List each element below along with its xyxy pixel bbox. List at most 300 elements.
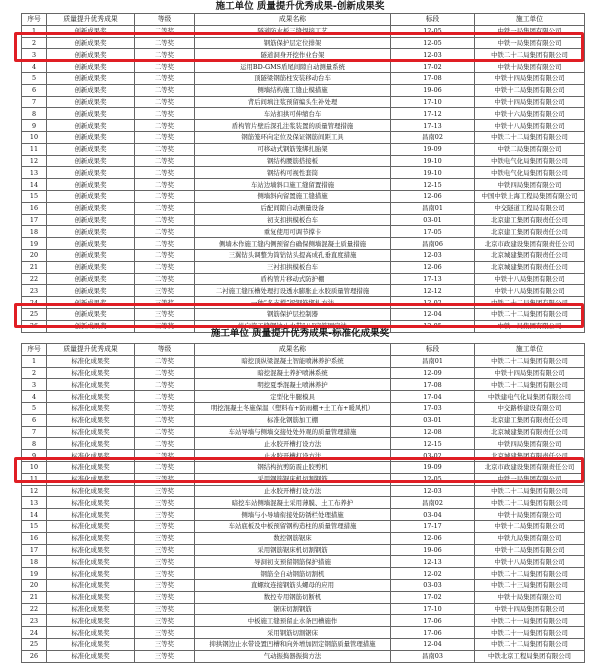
table-row [22, 638, 585, 650]
cell-col-award-type: 创新成果奖 [47, 226, 135, 238]
cell-col-section: 12-15 [391, 438, 475, 450]
cell-col-grade: 三等奖 [135, 556, 195, 568]
cell-col-index: 13 [22, 497, 47, 509]
cell-col-award-type: 创新成果奖 [47, 84, 135, 96]
table-row [22, 190, 585, 202]
table-row [22, 579, 585, 591]
cell-col-award-type: 创新成果奖 [47, 261, 135, 273]
cell-col-result-name: 后配间隙自动测量设备 [195, 202, 391, 214]
cell-col-result-name: 钢筋笼环向定位及保证钢筋间距工具 [195, 131, 391, 143]
header-col-award-type: 质量提升优秀成果 [47, 14, 135, 26]
cell-col-contractor: 北京市政建设集团有限责任公司 [475, 238, 585, 250]
cell-col-index: 10 [22, 461, 47, 473]
cell-col-result-name: 直螺纹连接钢筋头螺母的应用 [195, 579, 391, 591]
cell-col-grade: 二等奖 [135, 355, 195, 367]
cell-col-award-type: 标准化成果奖 [47, 438, 135, 450]
table-row [22, 108, 585, 120]
cell-col-contractor: 中铁十二局集团有限公司 [475, 544, 585, 556]
table-row [22, 532, 585, 544]
cell-col-contractor: 北京城建集团有限责任公司 [475, 426, 585, 438]
cell-col-award-type: 创新成果奖 [47, 72, 135, 84]
table-header [22, 14, 585, 26]
cell-col-grade: 二等奖 [135, 238, 195, 250]
table-row [22, 297, 585, 309]
cell-col-section: 12-04 [391, 638, 475, 650]
cell-col-section: 03-01 [391, 414, 475, 426]
cell-col-contractor: 中铁北京工程局集团有限公司 [475, 650, 585, 662]
cell-col-award-type: 标准化成果奖 [47, 426, 135, 438]
cell-col-index: 22 [22, 273, 47, 285]
cell-col-section: 12-04 [391, 308, 475, 320]
cell-col-grade: 二等奖 [135, 226, 195, 238]
cell-col-contractor: 中铁四局集团有限公司 [475, 438, 585, 450]
cell-col-award-type: 创新成果奖 [47, 190, 135, 202]
cell-col-section: 03-02 [391, 450, 475, 462]
cell-col-index: 16 [22, 532, 47, 544]
cell-col-index: 15 [22, 190, 47, 202]
cell-col-award-type: 创新成果奖 [47, 249, 135, 261]
cell-col-award-type: 标准化成果奖 [47, 520, 135, 532]
cell-col-index: 19 [22, 238, 47, 250]
cell-col-grade: 三等奖 [135, 638, 195, 650]
cell-col-index: 25 [22, 308, 47, 320]
cell-col-award-type: 标准化成果奖 [47, 379, 135, 391]
cell-col-result-name: 车站底板及中板预留钢构造柱的质量管理措施 [195, 520, 391, 532]
cell-col-award-type: 标准化成果奖 [47, 556, 135, 568]
table-row [22, 120, 585, 132]
cell-col-result-name: 标准化钢筋加工棚 [195, 414, 391, 426]
cell-col-index: 16 [22, 202, 47, 214]
cell-col-contractor: 中铁十八局集团有限公司 [475, 273, 585, 285]
cell-col-section: 17-06 [391, 627, 475, 639]
header-col-index: 序号 [22, 14, 47, 26]
cell-col-section: 12-15 [391, 179, 475, 191]
table-row [22, 96, 585, 108]
cell-col-index: 12 [22, 155, 47, 167]
cell-col-section: 12-05 [391, 320, 475, 332]
cell-col-section: 12-05 [391, 25, 475, 37]
cell-col-contractor: 北京建工集团有限责任公司 [475, 226, 585, 238]
cell-col-section: 19-10 [391, 167, 475, 179]
cell-col-grade: 三等奖 [135, 650, 195, 662]
cell-col-grade: 二等奖 [135, 202, 195, 214]
cell-col-section: 昌南01 [391, 202, 475, 214]
cell-col-award-type: 标准化成果奖 [47, 603, 135, 615]
header-col-section: 标段 [391, 14, 475, 26]
cell-col-grade: 三等奖 [135, 473, 195, 485]
cell-col-grade: 二等奖 [135, 261, 195, 273]
cell-col-index: 3 [22, 379, 47, 391]
cell-col-contractor: 中铁十八局集团有限公司 [475, 120, 585, 132]
cell-col-award-type: 创新成果奖 [47, 202, 135, 214]
table-row [22, 497, 585, 509]
cell-col-result-name: 隧道洞身开挖作业台架 [195, 49, 391, 61]
cell-col-section: 17-05 [391, 226, 475, 238]
cell-col-index: 17 [22, 544, 47, 556]
cell-col-award-type: 标准化成果奖 [47, 414, 135, 426]
cell-col-result-name: 运用BD-GMS盾尾间隙自动测量系统 [195, 61, 391, 73]
cell-col-result-name: 数控钢筋锯床 [195, 532, 391, 544]
cell-col-section: 昌南06 [391, 238, 475, 250]
cell-col-section: 17-03 [391, 402, 475, 414]
table-row [22, 426, 585, 438]
cell-col-result-name: 盾构管片移动式防护棚 [195, 273, 391, 285]
cell-col-result-name: 可移动式钢筋笼绑扎胎架 [195, 143, 391, 155]
cell-col-section: 17-04 [391, 391, 475, 403]
cell-col-section: 昌南02 [391, 131, 475, 143]
cell-col-result-name: 采用钢筋锯床机切割钢筋 [195, 544, 391, 556]
cell-col-index: 1 [22, 25, 47, 37]
cell-col-contractor: 中铁电气化局集团有限公司 [475, 167, 585, 179]
table-row [22, 131, 585, 143]
cell-col-grade: 二等奖 [135, 414, 195, 426]
cell-col-award-type: 创新成果奖 [47, 214, 135, 226]
table-row [22, 261, 585, 273]
header-col-award-type: 质量提升优秀成果 [47, 344, 135, 356]
cell-col-index: 20 [22, 249, 47, 261]
table-row [22, 226, 585, 238]
cell-col-award-type: 创新成果奖 [47, 297, 135, 309]
cell-col-award-type: 标准化成果奖 [47, 485, 135, 497]
cell-col-award-type: 标准化成果奖 [47, 532, 135, 544]
cell-col-section: 19-09 [391, 461, 475, 473]
cell-col-index: 4 [22, 391, 47, 403]
cell-col-section: 03-03 [391, 579, 475, 591]
cell-col-contractor: 中铁二十一局集团有限公司 [475, 627, 585, 639]
cell-col-index: 1 [22, 355, 47, 367]
cell-col-result-name: 车站导墙与侧墙交接处处外观的质量管理措施 [195, 426, 391, 438]
cell-col-result-name: 暗挖顶纵梁混凝土智能喷淋养护系统 [195, 355, 391, 367]
cell-col-result-name: 三衬扣拱模板台车 [195, 261, 391, 273]
cell-col-award-type: 创新成果奖 [47, 167, 135, 179]
cell-col-grade: 三等奖 [135, 591, 195, 603]
table-row [22, 273, 585, 285]
cell-col-contractor: 中铁二十二局集团有限公司 [475, 638, 585, 650]
cell-col-award-type: 标准化成果奖 [47, 367, 135, 379]
header-col-contractor: 施工单位 [475, 14, 585, 26]
table-row [22, 509, 585, 521]
cell-col-section: 昌南01 [391, 355, 475, 367]
cell-col-award-type: 创新成果奖 [47, 273, 135, 285]
cell-col-section: 19-06 [391, 544, 475, 556]
header-col-result-name: 成果名称 [195, 14, 391, 26]
cell-col-contractor: 中铁十八局集团有限公司 [475, 285, 585, 297]
cell-col-contractor: 中铁十四局集团有限公司 [475, 72, 585, 84]
cell-col-grade: 三等奖 [135, 603, 195, 615]
table-row [22, 285, 585, 297]
table-row [22, 84, 585, 96]
cell-col-section: 12-03 [391, 249, 475, 261]
cell-col-result-name: 气动振捣器振捣方法 [195, 650, 391, 662]
cell-col-contractor: 中铁十四局集团有限公司 [475, 367, 585, 379]
table-row [22, 568, 585, 580]
cell-col-index: 14 [22, 509, 47, 521]
cell-col-award-type: 创新成果奖 [47, 131, 135, 143]
cell-col-result-name: 采用钢筋锯床机切割钢筋 [195, 473, 391, 485]
cell-col-grade: 三等奖 [135, 485, 195, 497]
table-row [22, 650, 585, 662]
cell-col-index: 24 [22, 297, 47, 309]
cell-col-contractor: 北京城建集团有限责任公司 [475, 450, 585, 462]
cell-col-award-type: 创新成果奖 [47, 61, 135, 73]
cell-col-contractor: 中铁十二局集团有限公司 [475, 84, 585, 96]
cell-col-result-name: 纵向施工缝钢边止水带“八”字筋固定法 [195, 320, 391, 332]
cell-col-section: 12-02 [391, 568, 475, 580]
cell-col-contractor: 中铁一局集团有限公司 [475, 473, 585, 485]
table-row [22, 591, 585, 603]
cell-col-result-name: 三翼钻头调整为筒钻钻头提高成孔垂直度措施 [195, 249, 391, 261]
cell-col-result-name: 明挖夏季混凝土喷淋养护 [195, 379, 391, 391]
cell-col-grade: 三等奖 [135, 544, 195, 556]
cell-col-award-type: 标准化成果奖 [47, 591, 135, 603]
cell-col-grade: 二等奖 [135, 273, 195, 285]
cell-col-contractor: 中铁十局集团有限公司 [475, 509, 585, 521]
cell-col-award-type: 标准化成果奖 [47, 391, 135, 403]
cell-col-index: 9 [22, 120, 47, 132]
cell-col-grade: 二等奖 [135, 190, 195, 202]
cell-col-award-type: 标准化成果奖 [47, 544, 135, 556]
cell-col-section: 17-12 [391, 108, 475, 120]
cell-col-index: 11 [22, 473, 47, 485]
cell-col-award-type: 标准化成果奖 [47, 355, 135, 367]
cell-col-award-type: 标准化成果奖 [47, 402, 135, 414]
cell-col-section: 17-08 [391, 72, 475, 84]
cell-col-contractor: 中铁九局集团有限公司 [475, 532, 585, 544]
cell-col-section: 19-09 [391, 143, 475, 155]
cell-col-index: 2 [22, 37, 47, 49]
cell-col-contractor: 中铁二十二局集团有限公司 [475, 497, 585, 509]
cell-col-award-type: 标准化成果奖 [47, 627, 135, 639]
cell-col-section: 昌南02 [391, 497, 475, 509]
cell-col-result-name: 抑拱钢边止水带设置凹槽和向外增加固定钢筋质量管理措施 [195, 638, 391, 650]
cell-col-section: 昌南03 [391, 650, 475, 662]
cell-col-section: 17-13 [391, 273, 475, 285]
cell-col-result-name: 车站边墙斜口施工缝留置措施 [195, 179, 391, 191]
cell-col-contractor: 中铁一局集团有限公司 [475, 37, 585, 49]
cell-col-grade: 二等奖 [135, 249, 195, 261]
cell-col-grade: 二等奖 [135, 391, 195, 403]
cell-col-result-name: 二衬施工缝压槽处理打设透水膨胀止水胶质量管理措施 [195, 285, 391, 297]
cell-col-grade: 二等奖 [135, 37, 195, 49]
cell-col-section: 12-05 [391, 37, 475, 49]
cell-col-award-type: 标准化成果奖 [47, 450, 135, 462]
table-row [22, 520, 585, 532]
cell-col-index: 7 [22, 426, 47, 438]
table-row [22, 143, 585, 155]
cell-col-result-name: 暗挖混凝土养护喷淋系统 [195, 367, 391, 379]
cell-col-contractor: 中铁十四局集团有限公司 [475, 603, 585, 615]
cell-col-grade: 三等奖 [135, 568, 195, 580]
section1-title: 施工单位 质量提升优秀成果-创新成果奖 [215, 1, 385, 12]
cell-col-result-name: 数控专用钢筋切断机 [195, 591, 391, 603]
cell-col-award-type: 标准化成果奖 [47, 650, 135, 662]
cell-col-index: 26 [22, 650, 47, 662]
cell-col-index: 21 [22, 261, 47, 273]
cell-col-award-type: 创新成果奖 [47, 143, 135, 155]
cell-col-result-name: 车站扣拱可伸缩台车 [195, 108, 391, 120]
table-row [22, 249, 585, 261]
cell-col-contractor: 北京市政建设集团有限责任公司 [475, 461, 585, 473]
header-col-contractor: 施工单位 [475, 344, 585, 356]
cell-col-contractor: 中铁一局集团有限公司 [475, 25, 585, 37]
cell-col-grade: 三等奖 [135, 497, 195, 509]
cell-col-index: 6 [22, 84, 47, 96]
cell-col-grade: 三等奖 [135, 627, 195, 639]
cell-col-index: 8 [22, 108, 47, 120]
cell-col-contractor: 中铁十局集团有限公司 [475, 61, 585, 73]
cell-col-section: 12-06 [391, 261, 475, 273]
cell-col-section: 03-04 [391, 509, 475, 521]
cell-col-contractor: 北京建工集团有限责任公司 [475, 214, 585, 226]
table-row [22, 473, 585, 485]
table-row [22, 202, 585, 214]
cell-col-grade: 二等奖 [135, 131, 195, 143]
cell-col-result-name: 顶隧梁钢筋柱安装移动台车 [195, 72, 391, 84]
cell-col-index: 5 [22, 402, 47, 414]
table-row [22, 49, 585, 61]
cell-col-result-name: 导洞初支预留钢筋保护措施 [195, 556, 391, 568]
table-row [22, 308, 585, 320]
cell-col-award-type: 创新成果奖 [47, 179, 135, 191]
cell-col-index: 23 [22, 285, 47, 297]
cell-col-index: 13 [22, 167, 47, 179]
standardization-award-table [21, 343, 585, 663]
cell-col-index: 8 [22, 438, 47, 450]
cell-col-index: 10 [22, 131, 47, 143]
cell-col-result-name: 盾构管片壁后深孔注浆装置的质量管理措施 [195, 120, 391, 132]
cell-col-index: 24 [22, 627, 47, 639]
cell-col-grade: 三等奖 [135, 615, 195, 627]
cell-col-section: 19-10 [391, 155, 475, 167]
cell-col-grade: 三等奖 [135, 509, 195, 521]
cell-col-award-type: 标准化成果奖 [47, 638, 135, 650]
cell-col-result-name: 背后间填注浆预留编头生补处理 [195, 96, 391, 108]
table-row [22, 167, 585, 179]
cell-col-section: 17-02 [391, 61, 475, 73]
innovation-award-table [21, 13, 585, 333]
cell-col-index: 22 [22, 603, 47, 615]
cell-col-award-type: 创新成果奖 [47, 285, 135, 297]
cell-col-result-name: 锯床切割钢筋 [195, 603, 391, 615]
cell-col-grade: 二等奖 [135, 108, 195, 120]
cell-col-grade: 二等奖 [135, 426, 195, 438]
table-row [22, 155, 585, 167]
cell-col-index: 5 [22, 72, 47, 84]
table-row [22, 485, 585, 497]
cell-col-index: 19 [22, 568, 47, 580]
table-row [22, 438, 585, 450]
cell-col-section: 12-12 [391, 285, 475, 297]
cell-col-contractor: 中交隧道工程局有限公司 [475, 202, 585, 214]
cell-col-contractor: 中铁十四局集团有限公司 [475, 96, 585, 108]
cell-col-result-name: 一种“多支撑”梁钢筋绑扎方法 [195, 297, 391, 309]
cell-col-result-name: 钢结构腰筋搭接板 [195, 155, 391, 167]
cell-col-award-type: 创新成果奖 [47, 120, 135, 132]
cell-col-section: 17-10 [391, 96, 475, 108]
cell-col-section: 12-03 [391, 485, 475, 497]
cell-col-result-name: 中板施工缝预留止水条凹槽施作 [195, 615, 391, 627]
header-col-index: 序号 [22, 344, 47, 356]
cell-col-index: 26 [22, 320, 47, 332]
cell-col-result-name: 钢结构可视性套筒 [195, 167, 391, 179]
cell-col-grade: 二等奖 [135, 450, 195, 462]
cell-col-index: 11 [22, 143, 47, 155]
header-col-result-name: 成果名称 [195, 344, 391, 356]
cell-col-contractor: 中铁二十二局集团有限公司 [475, 308, 585, 320]
cell-col-contractor: 中铁十二局集团有限公司 [475, 520, 585, 532]
cell-col-award-type: 标准化成果奖 [47, 568, 135, 580]
cell-col-contractor: 北京城建集团有限责任公司 [475, 249, 585, 261]
cell-col-result-name: 侧墙斜向留置施工缝措施 [195, 190, 391, 202]
cell-col-index: 18 [22, 226, 47, 238]
section2-title: 施工单位 质量提升优秀成果-标准化成果奖 [210, 328, 390, 339]
cell-col-grade: 三等奖 [135, 532, 195, 544]
table-row [22, 238, 585, 250]
cell-col-section: 12-08 [391, 426, 475, 438]
cell-col-grade: 二等奖 [135, 438, 195, 450]
cell-col-result-name: 暗挖车站侧墙混凝土采用薄膜、土工布养护 [195, 497, 391, 509]
table-row [22, 179, 585, 191]
cell-col-result-name: 止水胶开槽打设方法 [195, 438, 391, 450]
cell-col-grade: 三等奖 [135, 285, 195, 297]
cell-col-grade: 二等奖 [135, 49, 195, 61]
cell-col-grade: 二等奖 [135, 367, 195, 379]
cell-col-section: 12-06 [391, 532, 475, 544]
cell-col-contractor: 中铁四局集团有限公司 [475, 179, 585, 191]
cell-col-grade: 二等奖 [135, 179, 195, 191]
cell-col-award-type: 创新成果奖 [47, 155, 135, 167]
cell-col-section: 17-06 [391, 615, 475, 627]
table-row [22, 461, 585, 473]
cell-col-award-type: 创新成果奖 [47, 320, 135, 332]
cell-col-index: 23 [22, 615, 47, 627]
table-row [22, 379, 585, 391]
cell-col-contractor: 中铁十六局集团有限公司 [475, 108, 585, 120]
cell-col-contractor: 中铁二十二局集团有限公司 [475, 379, 585, 391]
cell-col-index: 9 [22, 450, 47, 462]
cell-col-result-name: 钢筋保护层控制器 [195, 308, 391, 320]
cell-col-section: 12-05 [391, 473, 475, 485]
cell-col-award-type: 标准化成果奖 [47, 509, 135, 521]
cell-col-section: 12-02 [391, 297, 475, 309]
cell-col-grade: 二等奖 [135, 61, 195, 73]
cell-col-award-type: 创新成果奖 [47, 37, 135, 49]
cell-col-award-type: 标准化成果奖 [47, 615, 135, 627]
cell-col-index: 21 [22, 591, 47, 603]
table-row [22, 414, 585, 426]
cell-col-index: 17 [22, 214, 47, 226]
table-row [22, 402, 585, 414]
cell-col-section: 12-03 [391, 49, 475, 61]
cell-col-index: 12 [22, 485, 47, 497]
table-row [22, 627, 585, 639]
cell-col-section: 19-06 [391, 84, 475, 96]
cell-col-contractor: 中铁二十二局集团有限公司 [475, 355, 585, 367]
cell-col-grade: 三等奖 [135, 320, 195, 332]
cell-col-result-name: 明挖混凝土冬施保温（塑料布+防雨棚+土工布+暖风机） [195, 402, 391, 414]
cell-col-contractor: 中铁二十二局集团有限公司 [475, 568, 585, 580]
table-row [22, 367, 585, 379]
cell-col-result-name: 侧墙与小导墙衔接处防锈栏处理措施 [195, 509, 391, 521]
cell-col-grade: 三等奖 [135, 520, 195, 532]
cell-col-award-type: 创新成果奖 [47, 49, 135, 61]
cell-col-grade: 二等奖 [135, 120, 195, 132]
cell-col-section: 17-13 [391, 120, 475, 132]
cell-col-grade: 三等奖 [135, 308, 195, 320]
cell-col-result-name: 钢结构抗剪防震止胶剪机 [195, 461, 391, 473]
cell-col-award-type: 创新成果奖 [47, 238, 135, 250]
cell-col-result-name: 初支扣拱模板台车 [195, 214, 391, 226]
